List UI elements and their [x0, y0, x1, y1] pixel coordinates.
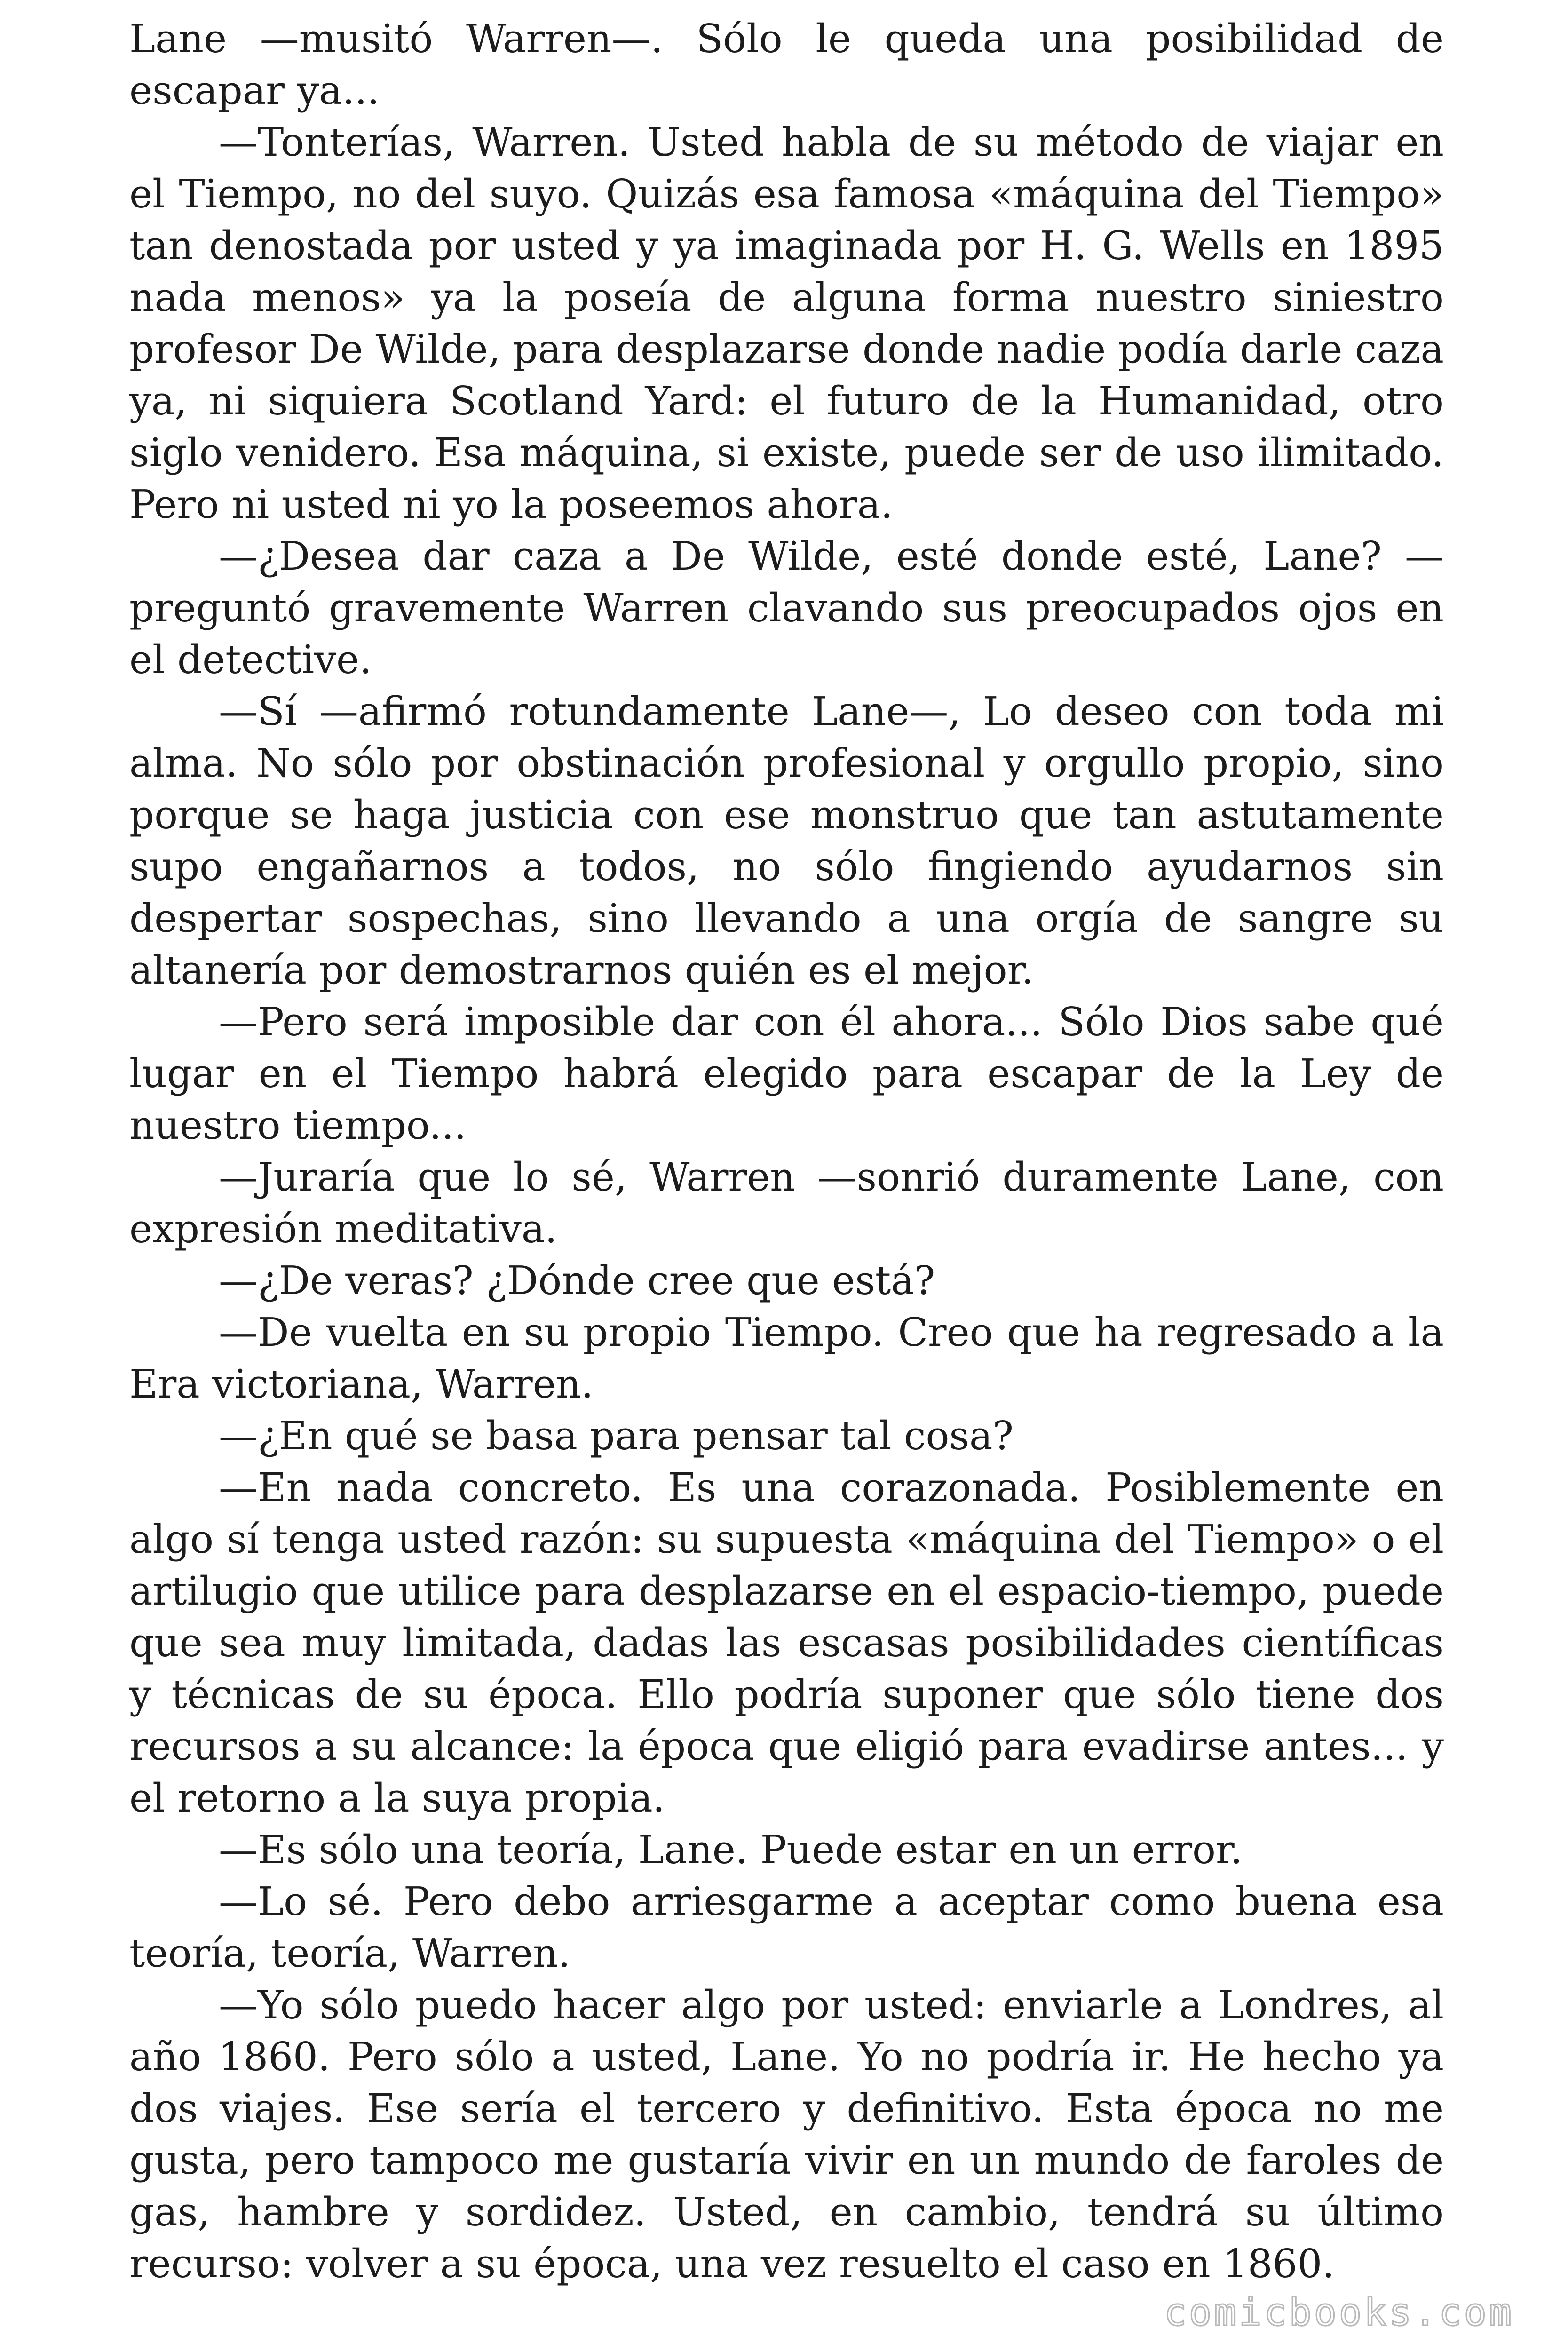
watermark: comicbooks.com [1164, 2290, 1514, 2334]
paragraph: —De vuelta en su propio Tiempo. Creo que ha regresado a la Era victoriana, Warren. [129, 1310, 1444, 1407]
paragraph: —¿Desea dar caza a De Wilde, esté donde esté, Lane? —preguntó gravemente Warren clavando sus preocupados ojos en el detective. [129, 533, 1444, 683]
paragraph: —¿De veras? ¿Dónde cree que está? [219, 1258, 935, 1303]
paragraph: —Pero será imposible dar con él ahora... Sólo Dios sabe qué lugar en el Tiempo habrá elegido para escapar de la Ley de nuestro tiempo... [129, 999, 1444, 1148]
paragraph: —Yo sólo puedo hacer algo por usted: enviarle a Londres, al año 1860. Pero sólo a usted, Lane. Yo no podría ir. He hecho ya dos viajes. Ese sería el tercero y definitivo. Esta época no me gusta, pero tampoco me gustaría vivir en un mundo de faroles de gas, hambre y sordidez. Usted, en cambio, tendrá su último recurso: volver a su época, una vez resuelto el caso en 1860. [129, 1982, 1444, 2287]
paragraph: —Juraría que lo sé, Warren —sonrió duramente Lane, con expresión meditativa. [129, 1154, 1444, 1252]
paragraph: —Tonterías, Warren. Usted habla de su método de viajar en el Tiempo, no del suyo. Quizás esa famosa «máquina del Tiempo» tan denostada por usted y ya imaginada por H. G. Wells en 1895 nada menos» ya la poseía de alguna forma nuestro siniestro profesor De Wilde, para desplazarse donde nadie podía darle caza ya, ni siquiera Scotland Yard: el futuro de la Humanidad, otro siglo venidero. Esa máquina, si existe, puede ser de uso ilimitado. Pero ni usted ni yo la poseemos ahora. [129, 119, 1444, 527]
paragraph: —¿En qué se basa para pensar tal cosa? [219, 1413, 1014, 1459]
paragraph: —Sí —afirmó rotundamente Lane—, Lo deseo con toda mi alma. No sólo por obstinación profesional y orgullo propio, sino porque se haga justicia con ese monstruo que tan astutamente supo engañarnos a todos, no sólo fingiendo ayudarnos sin despertar sospechas, sino llevando a una orgía de sangre su altanería por demostrarnos quién es el mejor. [129, 689, 1444, 993]
paragraph: —Es sólo una teoría, Lane. Puede estar en un error. [219, 1827, 1243, 1873]
paragraph: —Lo sé. Pero debo arriesgarme a aceptar como buena esa teoría, teoría, Warren. [129, 1879, 1444, 1976]
book-page-text [129, 13, 1444, 2290]
paragraph: Lane —musitó Warren—. Sólo le queda una posibilidad de escapar ya... [129, 16, 1444, 113]
paragraph: —En nada concreto. Es una corazonada. Posiblemente en algo sí tenga usted razón: su supuesta «máquina del Tiempo» o el artilugio que utilice para desplazarse en el espacio-tiempo, puede que sea muy limitada, dadas las escasas posibilidades científicas y técnicas de su época. Ello podría suponer que sólo tiene dos recursos a su alcance: la época que eligió para evadirse antes... y el retorno a la suya propia. [129, 1465, 1444, 1821]
